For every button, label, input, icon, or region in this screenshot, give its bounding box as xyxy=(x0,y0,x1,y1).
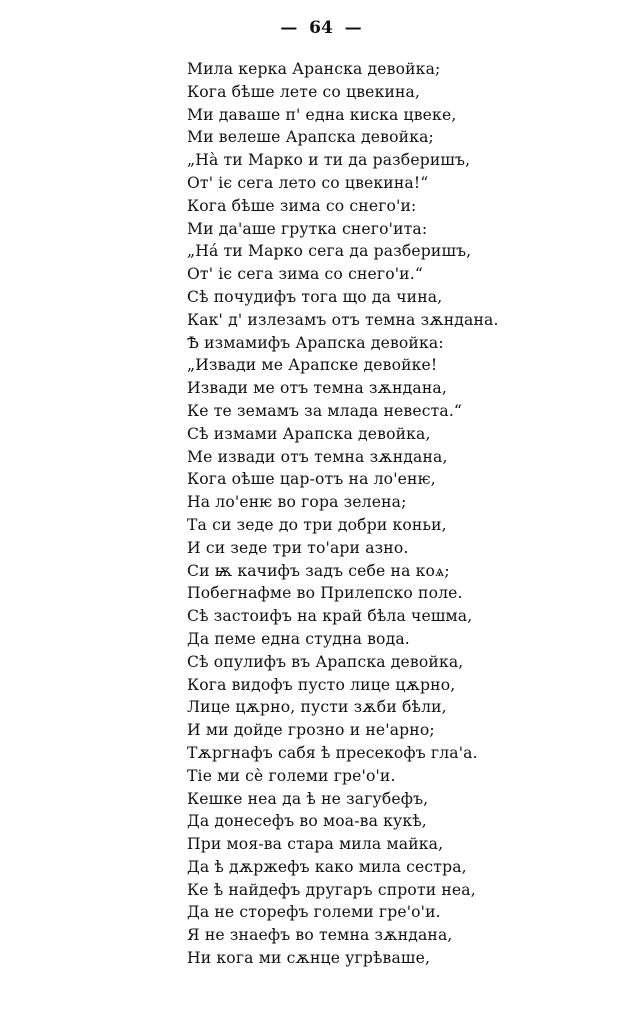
poem-line: И си зеде три то'ари азно. xyxy=(187,538,409,557)
page-number: — 64 — xyxy=(280,18,362,38)
poem-line: Ме извади отъ темна зѫндана, xyxy=(187,447,448,466)
poem-line: Тiе ми сѐ големи гре'о'и. xyxy=(187,766,396,785)
poem-line: „Нá ти Марко сега да разберишъ, xyxy=(187,242,472,261)
poem-line: Ке ѣ найдефъ другаръ спроти неа, xyxy=(187,880,476,899)
poem-line: Ни кога ми сѫнце угрѣваше, xyxy=(187,949,431,968)
poem-line: Сѣ измами Арапска девойка, xyxy=(187,424,431,443)
poem-line: Да пеме една студна вода. xyxy=(187,629,410,648)
poem-body xyxy=(187,58,627,970)
poem-line: Ми да'аше грутка снего'ита: xyxy=(187,219,428,238)
poem-line: Лице цѫрно, пусти зѫби бѣли, xyxy=(187,698,447,717)
poem-line: Си ѭ качифъ задъ себе на коѧ; xyxy=(187,561,450,580)
poem-line: Сѣ опулифъ въ Арапска девойка, xyxy=(187,652,464,671)
poem-line: На ло'енѥ во гора зелена; xyxy=(187,493,407,512)
poem-line: Извади ме отъ темна зѫндана, xyxy=(187,379,447,398)
poem-line: Тѫргнафъ сабя ѣ пресекофъ гла'а. xyxy=(187,743,478,762)
poem-line: При моя-ва стара мила майка, xyxy=(187,835,444,854)
poem-line: Да донесефъ во моа-ва кукѣ, xyxy=(187,812,427,831)
poem-line: Кешке неа да ѣ не загубефъ, xyxy=(187,789,429,808)
poem-line: Ке те земамъ за млада невеста.“ xyxy=(187,401,463,420)
poem-line: Как' д' излезамъ отъ темна зѫндана. xyxy=(187,310,499,329)
poem-line: Да не сторефъ големи гре'о'и. xyxy=(187,903,441,922)
poem-line: Кога бѣше зима со снего'и: xyxy=(187,196,417,215)
poem-line: От' iє сега лето со цвекина!“ xyxy=(187,173,429,192)
poem-line: „Нà ти Марко и ти да разберишъ, xyxy=(187,151,471,170)
poem-line: Та си зеде до три добри коньи, xyxy=(187,515,447,534)
poem-line: Ѣ измамифъ Арапска девойка: xyxy=(187,333,444,352)
poem-line: Мила керка Аранска девойка; xyxy=(187,60,441,78)
poem-line: Кога оѣше цар-отъ на ло'енѥ, xyxy=(187,470,436,489)
poem-line: От' iє сега зима со снего'и.“ xyxy=(187,265,423,284)
poem-line: Да ѣ дѫржефъ како мила сестра, xyxy=(187,857,467,876)
poem-line: Побегнафме во Прилепско поле. xyxy=(187,584,463,603)
poem-line: „Извади ме Арапске девойке! xyxy=(187,356,438,375)
poem-line: Ми даваше п' една киска цвеке, xyxy=(187,105,457,124)
poem-line: Кога видофъ пусто лице цѫрно, xyxy=(187,675,456,694)
poem-line: Кога бѣше лете со цвекина, xyxy=(187,82,421,101)
poem-line: Сѣ застоифъ на край бѣла чешма, xyxy=(187,607,473,626)
poem-line: Сѣ почудифъ тога що да чина, xyxy=(187,287,443,306)
poem-line: Я не знаефъ во темна зѫндана, xyxy=(187,926,453,945)
poem-line: И ми дойде грозно и не'арно; xyxy=(187,721,435,740)
poem-line: Ми велеше Арапска девойка; xyxy=(187,128,434,147)
